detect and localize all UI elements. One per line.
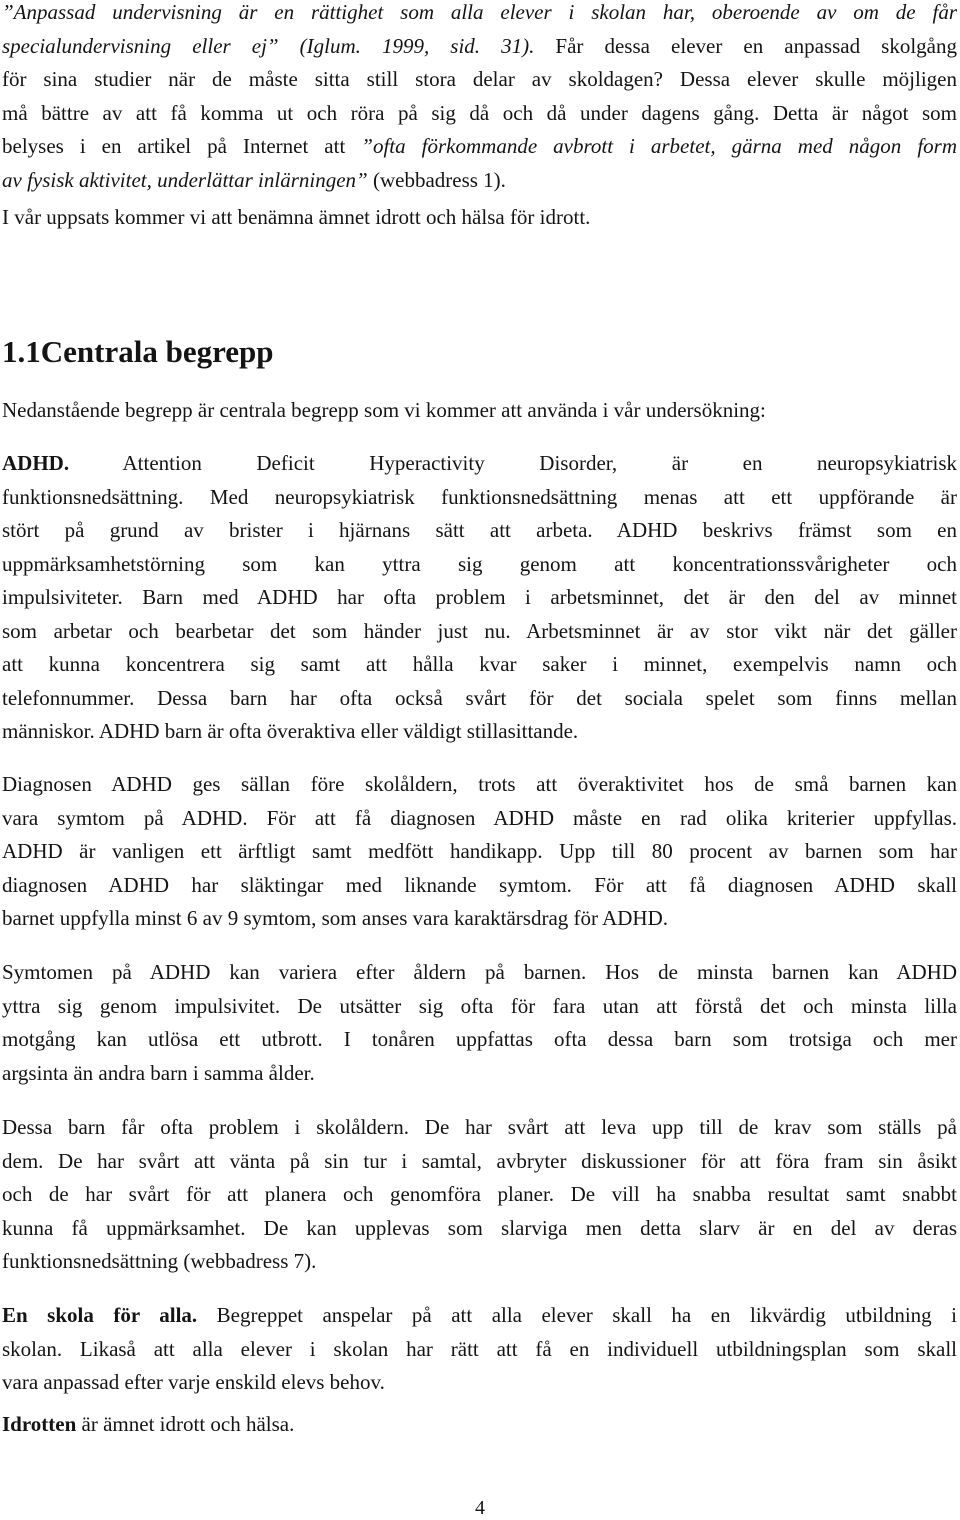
idrotten-paragraph [2,1408,957,1442]
quote-text: specialundervisning eller ej” (Iglum. 1999, sid. 31). [2,33,535,58]
term-label: En skola för alla. [2,1303,198,1327]
text-line [2,1299,957,1333]
diagnosis-paragraph [2,768,957,936]
body-text: belyses i en artikel på Internet att [2,134,362,158]
text-line: Dessa barn får ofta problem i skolåldern. De har svårt att leva upp till de krav som ställs på [2,1115,957,1139]
symptoms-paragraph [2,956,957,1090]
page-number: 4 [475,1497,485,1519]
text-line: funktionsnedsättning (webbadress 7). [2,1249,317,1273]
text-line: stört på grund av brister i hjärnans sätt att arbeta. ADHD beskrivs främst som en [2,518,957,542]
text-line: Symtomen på ADHD kan variera efter åldern på barnen. Hos de minsta barnen kan ADHD [2,960,957,984]
text-line: diagnosen ADHD har släktingar med liknande symtom. För att få diagnosen ADHD skall [2,872,957,897]
text-line: yttra sig genom impulsivitet. De utsätter sig ofta för fara utan att förstå det och minsta lilla [2,993,957,1018]
term-label: ADHD. [2,451,70,475]
adhd-paragraph [2,447,957,749]
text-line: impulsiviteter. Barn med ADHD har ofta problem i arbetsminnet, det är den del av minnet [2,585,957,609]
text-line: argsinta än andra barn i samma ålder. [2,1060,315,1085]
text-line: I vår uppsats kommer vi att benämna ämnet idrott och hälsa för idrott. [2,205,591,229]
body-text: Får dessa elever en anpassad skolgång [534,33,957,58]
text-line: barnet uppfylla minst 6 av 9 symtom, som anses vara karaktärsdrag för ADHD. [2,906,669,930]
lead-paragraph [2,394,957,428]
text-line: att kunna koncentrera sig samt att hålla kvar saker i minnet, exempelvis namn och [2,652,957,676]
text-line: uppmärksamhetstörning som kan yttra sig genom att koncentrationssvårigheter och [2,551,957,576]
text-line: människor. ADHD barn är ofta överaktiva eller väldigt stillasittande. [2,719,579,743]
text-line: ADHD är vanligen ett ärftligt samt medfött handikapp. Upp till 80 procent av barnen som har [2,839,957,863]
text-line [2,130,957,164]
text-line [2,164,957,198]
text-line: funktionsnedsättning. Med neuropsykiatrisk funktionsnedsättning menas att ett uppförande är [2,484,957,509]
body-text: är ämnet idrott och hälsa. [76,1412,295,1436]
intro-paragraph [2,0,957,235]
text-line: ”Anpassad undervisning är en rättighet som alla elever i skolan har, oberoende av om de får [2,0,957,24]
text-line: Diagnosen ADHD ges sällan före skolåldern, trots att överaktivitet hos de små barnen kan [2,772,957,796]
text-line: som arbetar och bearbetar det som händer just nu. Arbetsminnet är av stor vikt när det gäller [2,618,957,643]
body-text: Begreppet anspelar på att alla elever skall ha en likvärdig utbildning i [197,1303,957,1327]
quote-text: ”ofta förkommande avbrott i arbetet, gärna med någon form [361,134,957,158]
text-line: telefonnummer. Dessa barn har ofta också svårt för det sociala spelet som finns mellan [2,685,957,710]
body-text: Attention Deficit Hyperactivity Disorder, är en neuropsykiatrisk [69,451,957,475]
term-label: Idrotten [2,1412,77,1436]
text-line: dem. De har svårt att vänta på sin tur i samtal, avbryter diskussioner för att föra fram sin åsikt [2,1148,957,1173]
text-line [2,1408,957,1442]
text-line [2,30,957,64]
school-for-all-paragraph [2,1299,957,1400]
section-heading: 1.1Centrala begrepp [2,334,274,369]
school-paragraph [2,1111,957,1279]
text-line: vara symtom på ADHD. För att få diagnosen ADHD måste en rad olika kriterier uppfyllas. [2,805,957,830]
body-text: (webbadress 1). [367,167,506,192]
text-line: Nedanstående begrepp är centrala begrepp som vi kommer att använda i vår undersökning: [2,398,766,422]
text-line: för sina studier när de måste sitta still stora delar av skoldagen? Dessa elever skulle möjligen [2,67,957,91]
quote-text: av fysisk aktivitet, underlättar inlärningen” [2,167,368,192]
text-line: motgång kan utlösa ett utbrott. I tonåren uppfattas ofta dessa barn som trotsiga och mer [2,1027,957,1051]
text-line: kunna få uppmärksamhet. De kan upplevas som slarviga men detta slarv är en del av deras [2,1215,957,1240]
text-line: och de har svårt för att planera och genomföra planer. De vill ha snabba resultat samt snabbt [2,1182,957,1206]
text-line: vara anpassad efter varje enskild elevs behov. [2,1370,385,1394]
text-line: skolan. Likaså att alla elever i skolan har rätt att få en individuell utbildningsplan som skall [2,1336,957,1361]
text-line: må bättre av att få komma ut och röra på sig då och då under dagens gång. Detta är något som [2,100,957,125]
text-line [2,447,957,481]
